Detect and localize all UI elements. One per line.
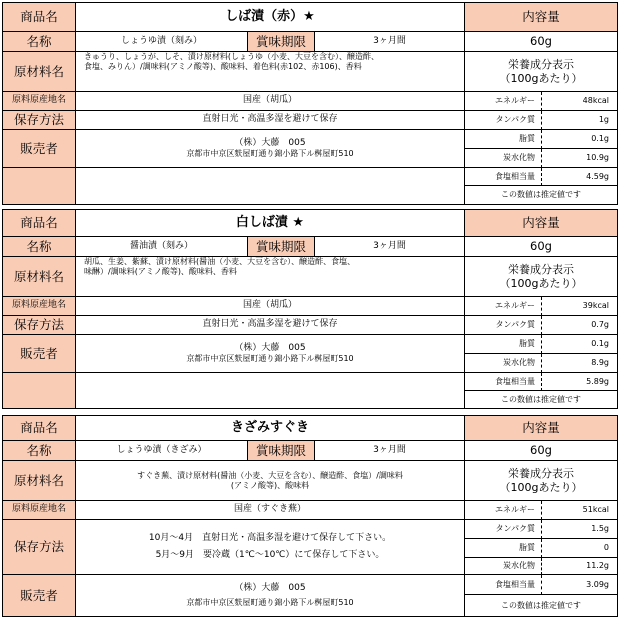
carb-label: 炭水化物 — [465, 149, 542, 168]
salt-value: 3.09g — [542, 575, 617, 595]
nutrition-header — [465, 52, 617, 92]
content-label: 内容量 — [465, 210, 617, 237]
ingredients-line: 食塩、みりん）/調味料(アミノ酸等)、酸味料、着色料(赤102、赤106)、香料 — [84, 62, 362, 71]
fat-value: 0.1g — [542, 335, 617, 354]
name-value: しょうゆ漬（刻み） — [76, 32, 248, 52]
carb-value: 11.2g — [542, 558, 617, 575]
seller-name: （株）大藤 005 — [234, 137, 306, 148]
ingredients-line: (アミノ酸等)、酸味料 — [230, 480, 310, 490]
content-value: 60g — [465, 32, 617, 52]
salt-label: 食塩相当量 — [465, 373, 542, 391]
product-label-2 — [2, 209, 618, 409]
blank-cell — [76, 373, 465, 408]
blank-cell — [3, 373, 76, 408]
product-title: きざみすぐき — [76, 416, 465, 441]
seller-name: （株）大藤 005 — [234, 342, 306, 353]
nutrition-per: （100gあたり） — [499, 480, 583, 494]
carb-label: 炭水化物 — [465, 354, 542, 373]
content-label: 内容量 — [465, 416, 617, 441]
ingredients-line: 味醂）/調味料(アミノ酸等)、酸味料、香料 — [84, 267, 237, 276]
best-before-value: 3ヶ月間 — [315, 441, 465, 461]
best-before-value: 3ヶ月間 — [315, 237, 465, 257]
ingredients-value — [76, 461, 465, 501]
energy-label: エネルギー — [465, 501, 542, 520]
content-value: 60g — [465, 237, 617, 257]
blank-cell — [3, 168, 76, 204]
best-before-label: 賞味期限 — [248, 237, 315, 257]
product-name-label: 商品名 — [3, 3, 76, 32]
estimate-note: この数値は推定値です — [465, 186, 617, 204]
carb-value: 10.9g — [542, 149, 617, 168]
nutrition-per: （100gあたり） — [499, 71, 583, 85]
storage-line: 10月～4月 直射日光・高温多湿を避けて保存して下さい。 — [148, 532, 392, 543]
energy-label: エネルギー — [465, 297, 542, 316]
nutrition-header — [465, 257, 617, 297]
energy-label: エネルギー — [465, 92, 542, 111]
origin-label: 原料原産地名 — [3, 501, 76, 520]
protein-label: タンパク質 — [465, 520, 542, 539]
salt-label: 食塩相当量 — [465, 575, 542, 595]
ingredients-label: 原材料名 — [3, 461, 76, 501]
name-value: 醤油漬（刻み） — [76, 237, 248, 257]
name-label: 名称 — [3, 237, 76, 257]
origin-value: 国産（胡瓜） — [76, 92, 465, 111]
seller-label: 販売者 — [3, 335, 76, 373]
origin-value: 国産（胡瓜） — [76, 297, 465, 316]
product-label-1 — [2, 2, 618, 205]
seller-name: （株）大藤 005 — [234, 583, 306, 594]
seller-address: 京都市中京区麩屋町通り錦小路下ル桝屋町510 — [186, 598, 354, 608]
seller-value — [76, 575, 465, 616]
ingredients-label: 原材料名 — [3, 257, 76, 297]
ingredients-value — [76, 257, 465, 297]
protein-value: 1g — [542, 111, 617, 130]
energy-value: 51kcal — [542, 501, 617, 520]
ingredients-line: 胡瓜、生姜、紫蘇、漬け原材料(醤油（小麦、大豆を含む）、醸造酢、食塩、 — [84, 257, 356, 266]
seller-value — [76, 130, 465, 168]
seller-address: 京都市中京区麩屋町通り錦小路下ル桝屋町510 — [186, 149, 354, 159]
origin-label: 原料原産地名 — [3, 92, 76, 111]
carb-label: 炭水化物 — [465, 558, 542, 575]
product-label-3 — [2, 415, 618, 617]
storage-label: 保存方法 — [3, 520, 76, 575]
estimate-note: この数値は推定値です — [465, 595, 617, 616]
nutrition-header — [465, 461, 617, 501]
nutrition-title: 栄養成分表示 — [508, 57, 574, 71]
name-label: 名称 — [3, 32, 76, 52]
energy-value: 39kcal — [542, 297, 617, 316]
storage-value: 直射日光・高温多湿を避けて保存 — [76, 111, 465, 130]
protein-value: 0.7g — [542, 316, 617, 335]
storage-label: 保存方法 — [3, 111, 76, 130]
fat-label: 脂質 — [465, 130, 542, 149]
product-title: しば漬（赤）★ — [76, 3, 465, 32]
protein-value: 1.5g — [542, 520, 617, 539]
content-label: 内容量 — [465, 3, 617, 32]
origin-value: 国産（すぐき蕪） — [76, 501, 465, 520]
best-before-value: 3ヶ月間 — [315, 32, 465, 52]
energy-value: 48kcal — [542, 92, 617, 111]
storage-value — [76, 520, 465, 575]
seller-label: 販売者 — [3, 575, 76, 616]
seller-label: 販売者 — [3, 130, 76, 168]
ingredients-value — [76, 52, 465, 92]
fat-label: 脂質 — [465, 539, 542, 558]
storage-label: 保存方法 — [3, 316, 76, 335]
name-label: 名称 — [3, 441, 76, 461]
salt-value: 5.89g — [542, 373, 617, 391]
estimate-note: この数値は推定値です — [465, 391, 617, 408]
salt-value: 4.59g — [542, 168, 617, 186]
salt-label: 食塩相当量 — [465, 168, 542, 186]
ingredients-line: きゅうり、しょうが、しそ、漬け原材料(しょうゆ（小麦、大豆を含む）、醸造酢、 — [84, 52, 379, 61]
blank-cell — [76, 168, 465, 204]
seller-address: 京都市中京区麩屋町通り錦小路下ル桝屋町510 — [186, 354, 354, 364]
protein-label: タンパク質 — [465, 111, 542, 130]
best-before-label: 賞味期限 — [248, 32, 315, 52]
product-name-label: 商品名 — [3, 210, 76, 237]
storage-value: 直射日光・高温多湿を避けて保存 — [76, 316, 465, 335]
fat-label: 脂質 — [465, 335, 542, 354]
ingredients-label: 原材料名 — [3, 52, 76, 92]
storage-line: 5月～9月 要冷蔵（1℃～10℃）にて保存して下さい。 — [155, 550, 385, 560]
product-name-label: 商品名 — [3, 416, 76, 441]
nutrition-title: 栄養成分表示 — [508, 466, 574, 480]
fat-value: 0 — [542, 539, 617, 558]
ingredients-line: すぐき蕪、漬け原材料(醤油（小麦、大豆を含む）、醸造酢、食塩）/調味料 — [137, 470, 403, 480]
protein-label: タンパク質 — [465, 316, 542, 335]
carb-value: 8.9g — [542, 354, 617, 373]
name-value: しょうゆ漬（きざみ） — [76, 441, 248, 461]
nutrition-per: （100gあたり） — [499, 276, 583, 290]
origin-label: 原料原産地名 — [3, 297, 76, 316]
product-title: 白しば漬 ★ — [76, 210, 465, 237]
seller-value — [76, 335, 465, 373]
best-before-label: 賞味期限 — [248, 441, 315, 461]
content-value: 60g — [465, 441, 617, 461]
fat-value: 0.1g — [542, 130, 617, 149]
nutrition-title: 栄養成分表示 — [508, 262, 574, 276]
